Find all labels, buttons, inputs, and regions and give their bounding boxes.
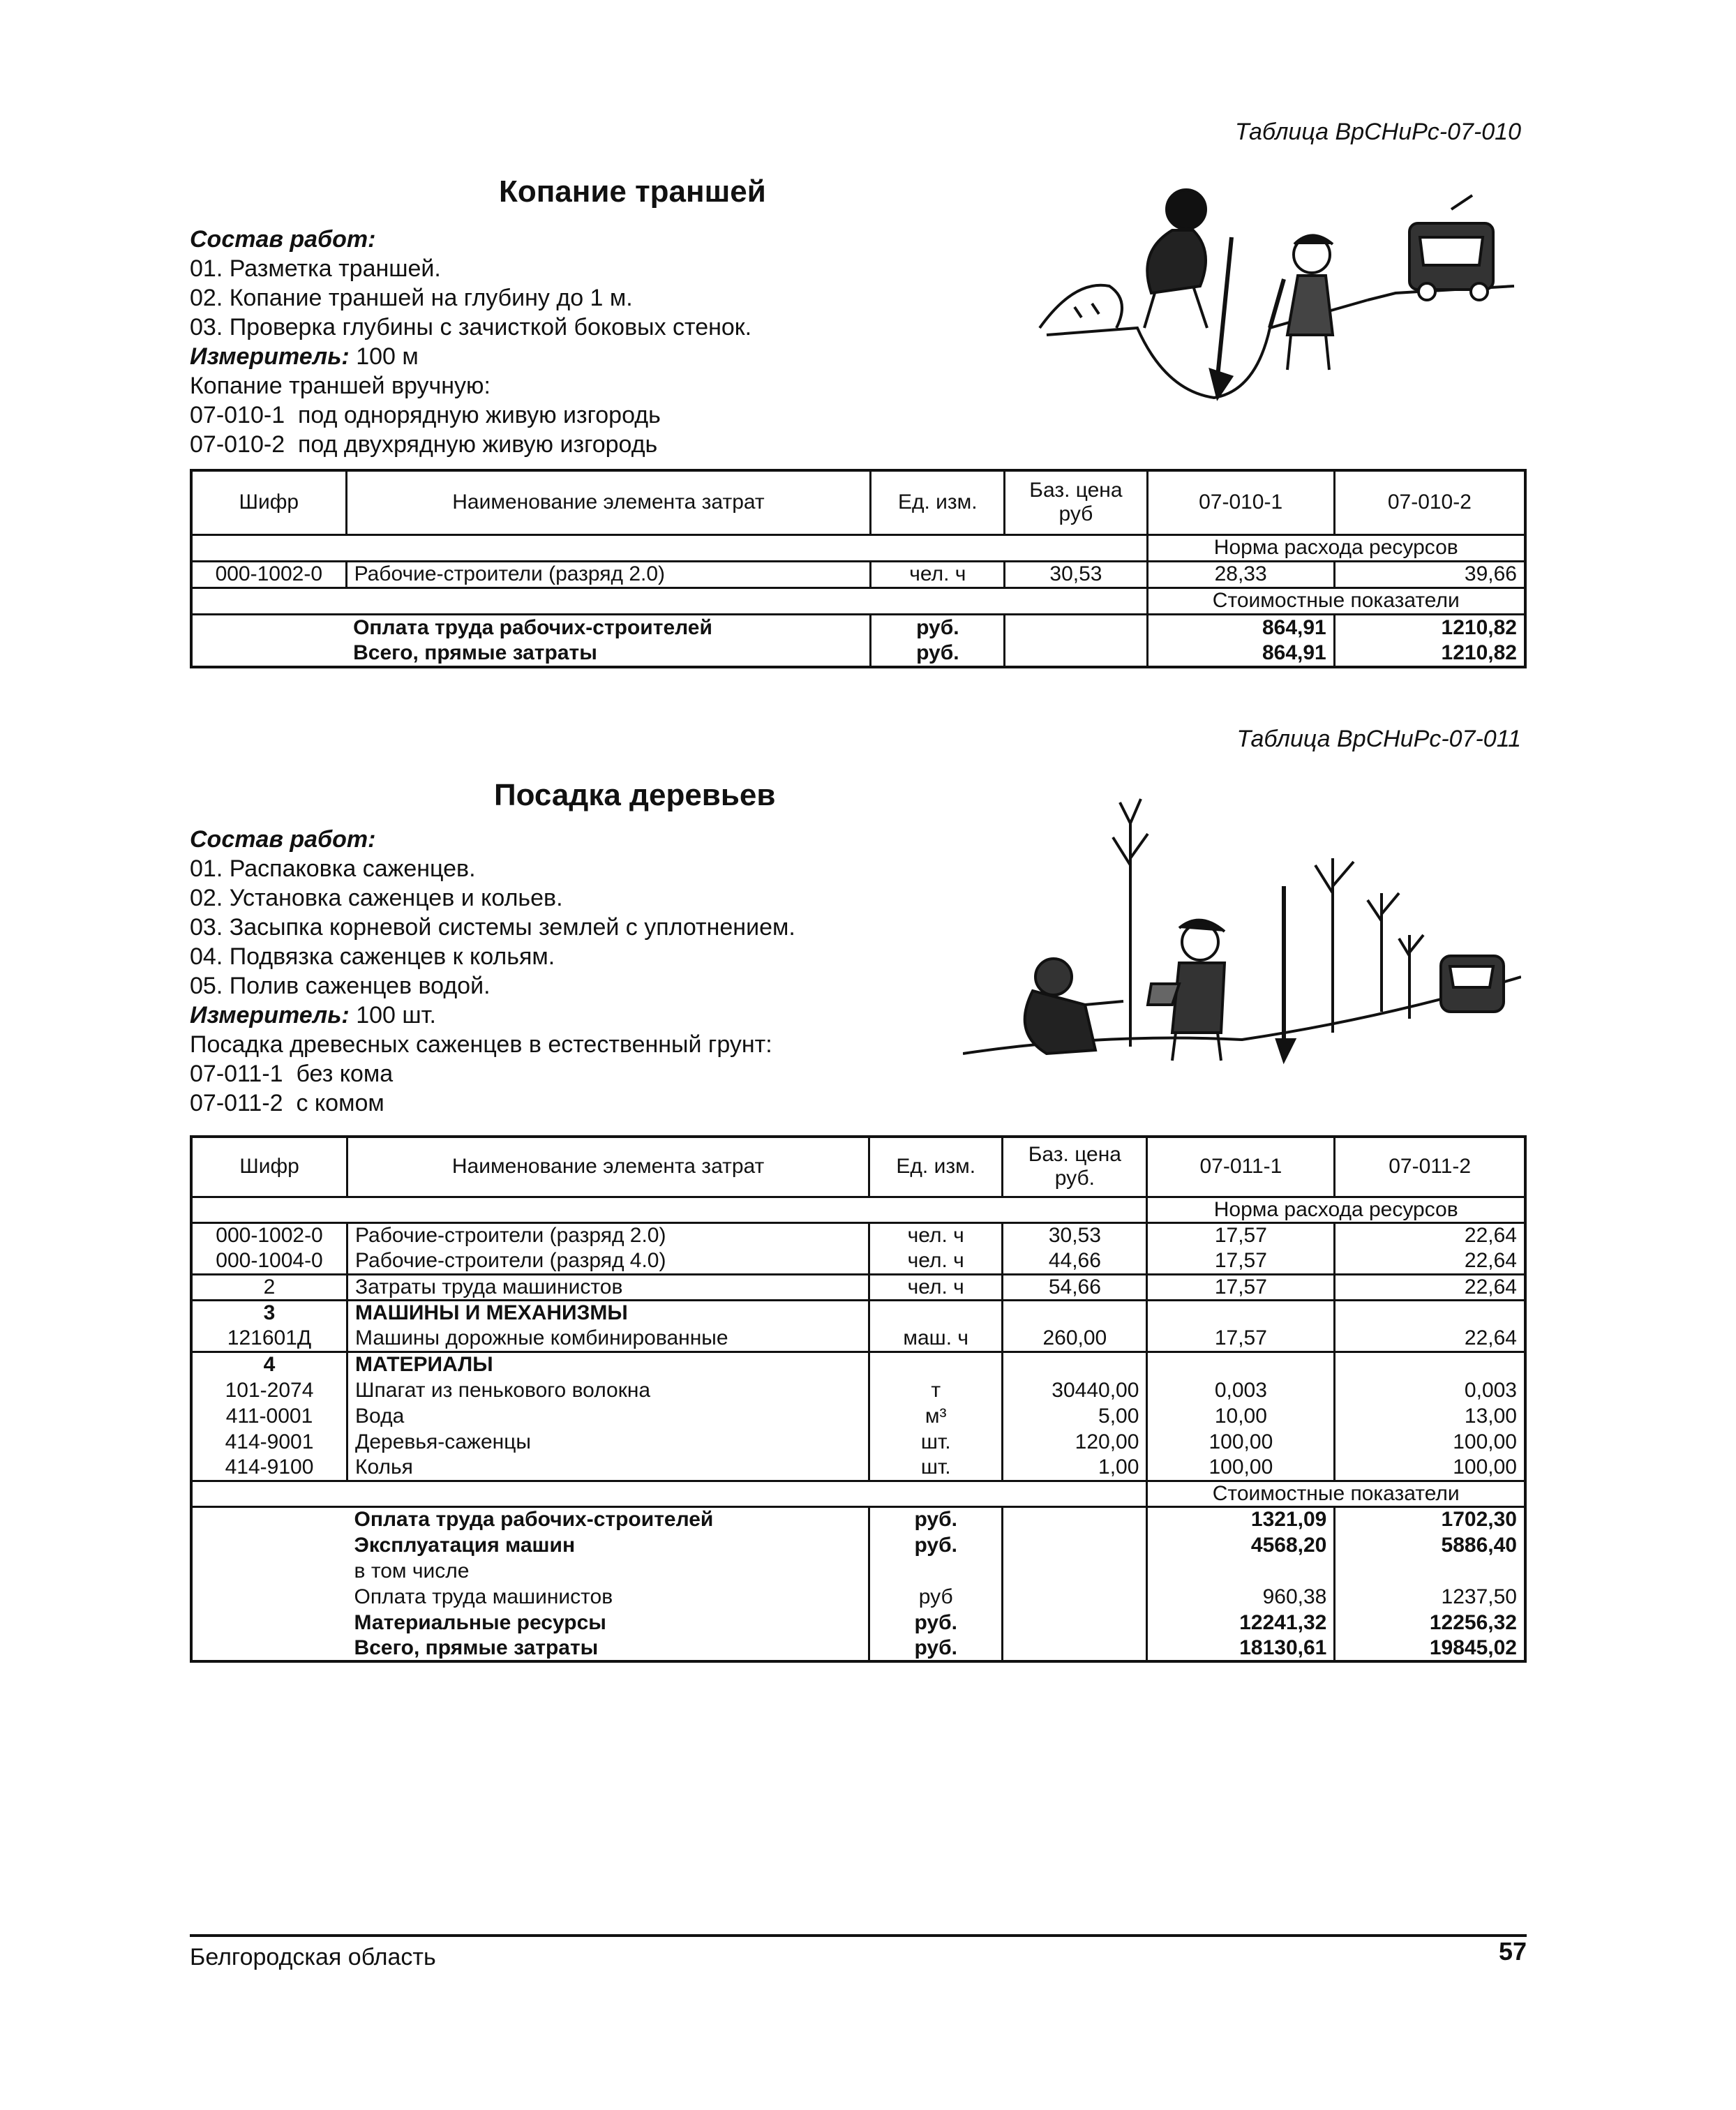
work-description	[190, 825, 795, 1118]
header-cell: 07-010-1	[1147, 470, 1334, 534]
table-row: 101-2074 Шпагат из пенькового волокна т 30440,00 0,003 0,003	[191, 1377, 1525, 1403]
work-description	[190, 225, 751, 459]
total-row: Материальные ресурсы руб. 12241,32 12256,32	[191, 1610, 1525, 1636]
measure-value: 100 шт.	[356, 1002, 436, 1028]
variant: 07-011-1 без кома	[190, 1061, 394, 1087]
norm-label: Норма расхода ресурсов	[1147, 1197, 1525, 1222]
total-row: Всего, прямые затраты руб. 18130,61 19845,02	[191, 1636, 1525, 1661]
footer-region: Белгородская область	[190, 1944, 436, 1970]
work-item: 04. Подвязка саженцев к кольям.	[190, 943, 555, 970]
group-row: 4 МАТЕРИАЛЫ	[191, 1352, 1525, 1377]
tree-planting-illustration	[963, 781, 1521, 1075]
norm-label: Норма расхода ресурсов	[1147, 534, 1525, 561]
work-desc: Копание траншей вручную:	[190, 373, 491, 399]
header-cell: Шифр	[191, 470, 346, 534]
header-cell: 07-010-2	[1334, 470, 1525, 534]
header-cell: Шифр	[191, 1137, 347, 1197]
cost-label-row	[191, 1481, 1525, 1506]
group-row: 3 МАШИНЫ И МЕХАНИЗМЫ	[191, 1300, 1525, 1326]
page-number: 57	[1498, 1937, 1527, 1966]
table-row: 121601Д Машины дорожные комбинированные маш. ч 260,00 17,57 22,64	[191, 1326, 1525, 1352]
work-item: 01. Разметка траншей.	[190, 255, 441, 282]
norms-table-07-010	[190, 469, 1527, 668]
total-row: Всего, прямые затраты руб. 864,91 1210,82	[191, 641, 1525, 667]
table-row: 411-0001 Вода м³ 5,00 10,00 13,00	[191, 1403, 1525, 1429]
header-cell: Наименование элемента затрат	[346, 470, 871, 534]
header-cell: Ед. изм.	[871, 470, 1005, 534]
table-caption: Таблица ВрСНиРс-07-010	[1234, 119, 1521, 145]
norms-table-07-011	[190, 1135, 1527, 1663]
cost-label: Стоимостные показатели	[1147, 588, 1525, 614]
work-item: 02. Копание траншей на глубину до 1 м.	[190, 285, 633, 311]
total-row: Оплата труда рабочих-строителей руб. 864,91 1210,82	[191, 614, 1525, 641]
measure-value: 100 м	[356, 343, 419, 370]
header-cell: Наименование элемента затрат	[347, 1137, 869, 1197]
measure	[190, 342, 751, 371]
header-cell: 07-011-1	[1147, 1137, 1335, 1197]
work-item: 01. Распаковка саженцев.	[190, 855, 476, 882]
norm-label-row	[191, 1197, 1525, 1222]
table-row: 414-9100 Колья шт. 1,00 100,00 100,00	[191, 1455, 1525, 1481]
measure	[190, 1001, 795, 1030]
table-row: 414-9001 Деревья-саженцы шт. 120,00 100,00 100,00	[191, 1429, 1525, 1455]
work-item: 03. Засыпка корневой системы землей с уплотнением.	[190, 914, 795, 941]
table-row: 000-1002-0 Рабочие-строители (разряд 2.0) чел. ч 30,53 28,33 39,66	[191, 561, 1525, 588]
header-cell: Баз. цена руб.	[1003, 1137, 1147, 1197]
header-cell: Ед. изм.	[869, 1137, 1003, 1197]
footer-divider	[190, 1934, 1527, 1937]
total-row: в том числе	[191, 1558, 1525, 1584]
table-header	[191, 470, 1525, 534]
section-title: Копание траншей	[499, 174, 766, 209]
table-row: 2 Затраты труда машинистов чел. ч 54,66 17,57 22,64	[191, 1274, 1525, 1300]
measure-label: Измеритель:	[190, 1002, 350, 1028]
work-item: 05. Полив саженцев водой.	[190, 973, 491, 999]
table-caption: Таблица ВрСНиРс-07-011	[1236, 726, 1521, 752]
header-cell: 07-011-2	[1335, 1137, 1525, 1197]
total-row: Оплата труда рабочих-строителей руб. 1321,09 1702,30	[191, 1506, 1525, 1532]
total-row: Оплата труда машинистов руб 960,38 1237,50	[191, 1584, 1525, 1610]
work-desc: Посадка древесных саженцев в естественный грунт:	[190, 1031, 772, 1058]
sostav-label: Состав работ:	[190, 826, 376, 853]
variant: 07-010-1 под однорядную живую изгородь	[190, 402, 661, 428]
header-cell: Баз. цена руб	[1005, 470, 1147, 534]
section-title: Посадка деревьев	[494, 778, 776, 812]
variant: 07-011-2 с комом	[190, 1090, 384, 1116]
norm-label-row	[191, 534, 1525, 561]
work-item: 02. Установка саженцев и кольев.	[190, 885, 563, 911]
cost-label: Стоимостные показатели	[1147, 1481, 1525, 1506]
sostav-label: Состав работ:	[190, 226, 376, 253]
table-row: 000-1004-0 Рабочие-строители (разряд 4.0) чел. ч 44,66 17,57 22,64	[191, 1248, 1525, 1274]
variant: 07-010-2 под двухрядную живую изгородь	[190, 431, 658, 458]
measure-label: Измеритель:	[190, 343, 350, 370]
cost-label-row	[191, 588, 1525, 614]
work-item: 03. Проверка глубины с зачисткой боковых стенок.	[190, 314, 752, 341]
table-row: 000-1002-0 Рабочие-строители (разряд 2.0) чел. ч 30,53 17,57 22,64	[191, 1222, 1525, 1248]
total-row: Эксплуатация машин руб. 4568,20 5886,40	[191, 1532, 1525, 1558]
table-header	[191, 1137, 1525, 1197]
trench-digging-illustration	[1033, 167, 1521, 405]
